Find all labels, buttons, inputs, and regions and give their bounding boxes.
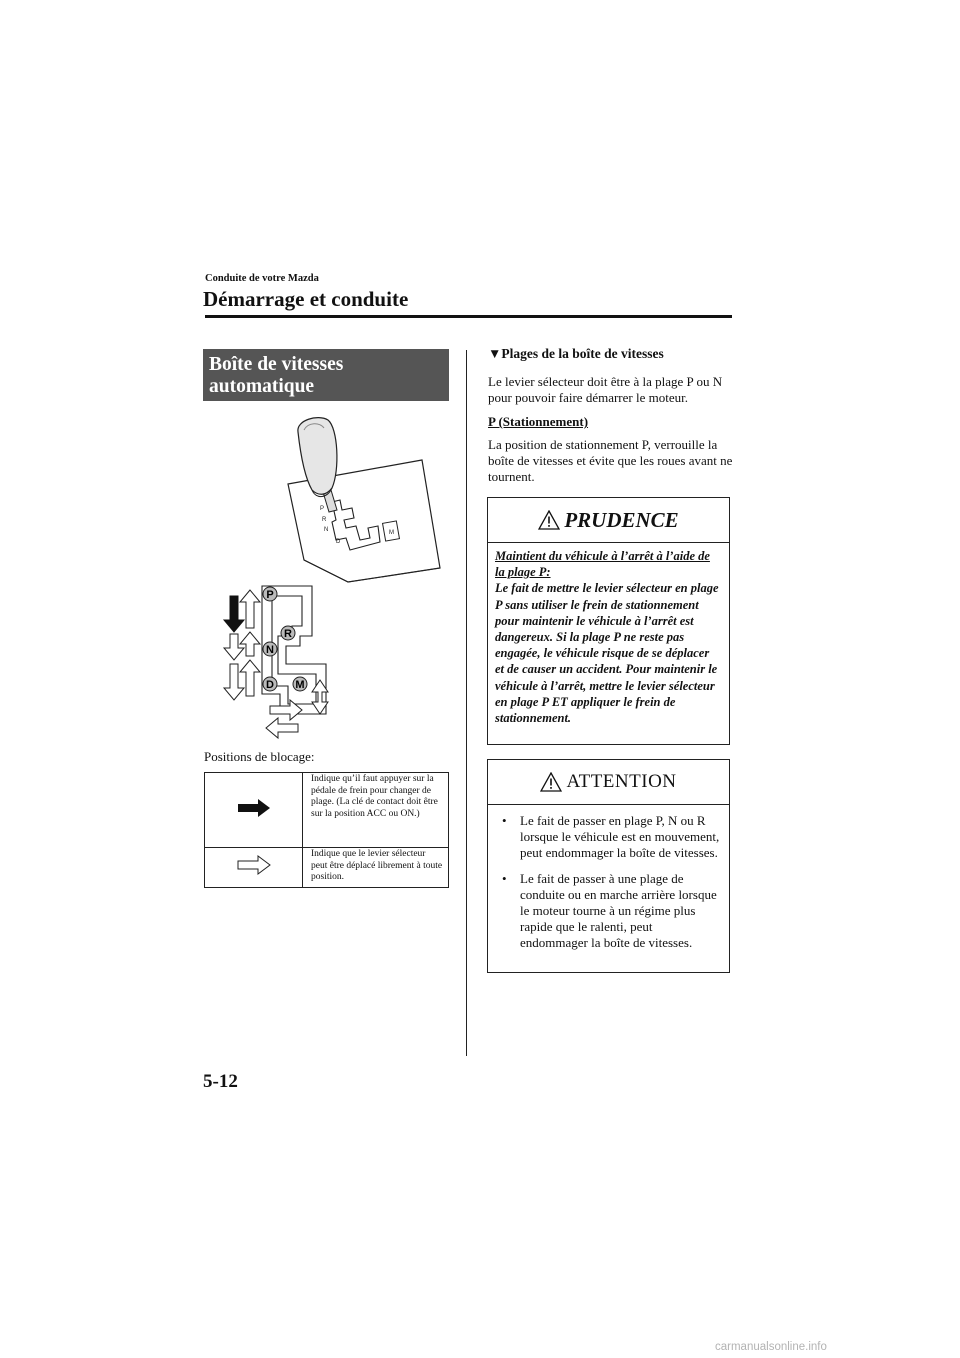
list-item	[498, 871, 723, 952]
legend-text: Indique que le levier sélecteur peut être déplacé librement à toute position.	[303, 848, 449, 888]
gate-label-p: P	[266, 589, 274, 601]
prudence-text: Le fait de mettre le levier sélecteur en plage P sans utiliser le frein de stationnement pour maintenir le véhicule à l’arrêt est dangereux. Si la plage P ne reste pas engagée, le véhicule risque de se déplacer et de causer un accident. Pour maintenir le véhicule à l’arrêt, mettre le levier sélecteur en plage P ET appliquer le frein de stationnement.	[495, 581, 719, 726]
gate-label-r: R	[284, 628, 292, 640]
gate-label-m: M	[295, 679, 305, 691]
gate-label-d: D	[266, 679, 274, 691]
attention-list	[488, 805, 729, 952]
section-title-line1: Boîte de vitesses	[209, 354, 344, 375]
svg-text:R: R	[322, 517, 327, 523]
bullet: •	[502, 813, 507, 828]
legend-text: Indique qu’il faut appuyer sur la pédale de frein pour changer de plage. (La clé de contact doit être sur la position ACC ou ON.)	[303, 773, 449, 848]
svg-text:D: D	[336, 539, 341, 545]
prudence-callout	[487, 497, 730, 745]
page-number: 5-12	[203, 1071, 238, 1092]
svg-text:M: M	[389, 530, 394, 536]
bullet: •	[502, 870, 507, 886]
legend-row	[205, 773, 449, 848]
svg-text:P: P	[320, 506, 325, 512]
subsection-heading: ▼Plages de la boîte de vitesses	[488, 346, 664, 361]
legend-table	[204, 772, 449, 888]
legend-icon-cell	[205, 848, 303, 888]
outline-arrow-icon	[236, 854, 272, 876]
solid-arrow-icon	[236, 797, 272, 819]
list-item	[498, 813, 723, 862]
attention-title-bar	[488, 760, 729, 805]
legend-row	[205, 848, 449, 888]
svg-text:N: N	[324, 527, 329, 533]
prudence-title: PRUDENCE	[564, 507, 679, 532]
watermark: carmanualsonline.info	[715, 1341, 827, 1353]
blocking-positions-label: Positions de blocage:	[204, 749, 315, 764]
park-paragraph: La position de stationnement P, verrouille la boîte de vitesses et évite que les roues avant ne tournent.	[488, 437, 733, 484]
prudence-heading: Maintient du véhicule à l’arrêt à l’aide de la plage P:	[495, 549, 710, 580]
intro-paragraph: Le levier sélecteur doit être à la plage P ou N pour pouvoir faire démarrer le moteur.	[488, 374, 723, 405]
chapter-label: Conduite de votre Mazda	[205, 273, 319, 284]
legend-icon-cell	[205, 773, 303, 848]
shifter-illustration	[200, 410, 450, 740]
gate-label-n: N	[266, 644, 274, 656]
attention-item-text: Le fait de passer en plage P, N ou R lorsque le véhicule est en mouvement, peut endommager la boîte de vitesses.	[520, 813, 720, 861]
prudence-title-bar	[488, 498, 729, 543]
warning-triangle-icon	[538, 510, 560, 530]
attention-item-text: Le fait de passer à une plage de conduite ou en marche arrière lorsque le moteur tourne à un régime plus rapide que le ralenti, peut endommager la boîte de vitesses.	[520, 870, 717, 951]
header-rule	[205, 315, 732, 318]
prudence-body	[488, 543, 729, 726]
attention-callout	[487, 759, 730, 973]
park-label: P (Stationnement)	[488, 414, 589, 429]
column-divider	[466, 350, 467, 1056]
attention-title: ATTENTION	[566, 771, 677, 792]
warning-triangle-icon	[540, 772, 562, 792]
section-title-line2: automatique	[209, 376, 315, 397]
page-heading: Démarrage et conduite	[203, 287, 409, 311]
section-title-box	[203, 349, 449, 401]
